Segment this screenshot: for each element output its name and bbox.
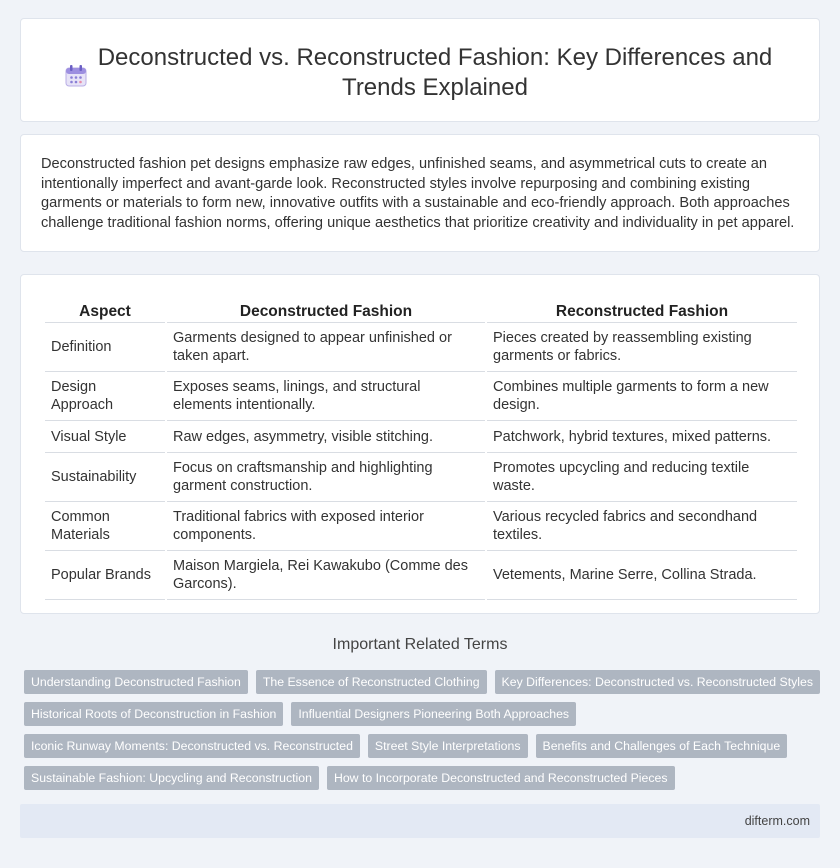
intro-paragraph: Deconstructed fashion pet designs emphasize raw edges, unfinished seams, and asymmetrical cuts to create an intentionally imperfect and avant-garde look. Reconstructed styles involve repurposing and combining existing garments or materials to form new, innovative outfits with a sustainable and eco-friendly approach. Both approaches challenge traditional fashion norms, offering unique aesthetics that prioritize creativity and individuality in pet apparel. (41, 156, 795, 231)
related-terms-list (24, 670, 824, 798)
cell-deconstructed: Exposes seams, linings, and structural elements intentionally. (167, 372, 485, 421)
related-term-tag[interactable]: How to Incorporate Deconstructed and Reconstructed Pieces (327, 766, 675, 790)
footer-bar (20, 804, 820, 838)
related-term-tag[interactable]: Benefits and Challenges of Each Technique (536, 734, 788, 758)
page-title: Deconstructed vs. Reconstructed Fashion: Key Differences and Trends Explained (97, 44, 773, 101)
cell-reconstructed: Pieces created by reassembling existing garments or fabrics. (487, 323, 797, 372)
comparison-card (20, 274, 820, 614)
column-header-deconstructed: Deconstructed Fashion (167, 297, 485, 323)
related-term-tag[interactable]: Influential Designers Pioneering Both Approaches (291, 702, 576, 726)
table-row (45, 453, 797, 502)
cell-deconstructed: Traditional fabrics with exposed interior components. (167, 502, 485, 551)
table-row (45, 551, 797, 600)
cell-deconstructed: Raw edges, asymmetry, visible stitching. (167, 421, 485, 453)
cell-deconstructed: Garments designed to appear unfinished or taken apart. (167, 323, 485, 372)
cell-aspect: Popular Brands (45, 551, 165, 600)
cell-deconstructed: Maison Margiela, Rei Kawakubo (Comme des Garcons). (167, 551, 485, 600)
column-header-reconstructed: Reconstructed Fashion (487, 297, 797, 323)
related-term-tag[interactable]: The Essence of Reconstructed Clothing (256, 670, 487, 694)
table-row (45, 421, 797, 453)
table-row (45, 502, 797, 551)
intro-card (20, 134, 820, 252)
comparison-table (43, 297, 799, 600)
related-term-tag[interactable]: Key Differences: Deconstructed vs. Reconstructed Styles (495, 670, 820, 694)
cell-aspect: Visual Style (45, 421, 165, 453)
cell-reconstructed: Patchwork, hybrid textures, mixed patterns. (487, 421, 797, 453)
related-term-tag[interactable]: Sustainable Fashion: Upcycling and Reconstruction (24, 766, 319, 790)
column-header-aspect: Aspect (45, 297, 165, 323)
cell-reconstructed: Various recycled fabrics and secondhand textiles. (487, 502, 797, 551)
related-term-tag[interactable]: Understanding Deconstructed Fashion (24, 670, 248, 694)
cell-reconstructed: Vetements, Marine Serre, Collina Strada. (487, 551, 797, 600)
table-row (45, 372, 797, 421)
related-term-tag[interactable]: Street Style Interpretations (368, 734, 528, 758)
related-terms-title: Important Related Terms (332, 636, 508, 653)
related-term-tag[interactable]: Historical Roots of Deconstruction in Fashion (24, 702, 283, 726)
footer-site-name[interactable]: difterm.com (744, 814, 810, 828)
cell-aspect: Definition (45, 323, 165, 372)
cell-aspect: Sustainability (45, 453, 165, 502)
cell-reconstructed: Promotes upcycling and reducing textile waste. (487, 453, 797, 502)
header-card (20, 18, 820, 122)
cell-aspect: Common Materials (45, 502, 165, 551)
cell-deconstructed: Focus on craftsmanship and highlighting garment construction. (167, 453, 485, 502)
table-row (45, 323, 797, 372)
cell-reconstructed: Combines multiple garments to form a new design. (487, 372, 797, 421)
related-term-tag[interactable]: Iconic Runway Moments: Deconstructed vs. Reconstructed (24, 734, 360, 758)
cell-aspect: Design Approach (45, 372, 165, 421)
